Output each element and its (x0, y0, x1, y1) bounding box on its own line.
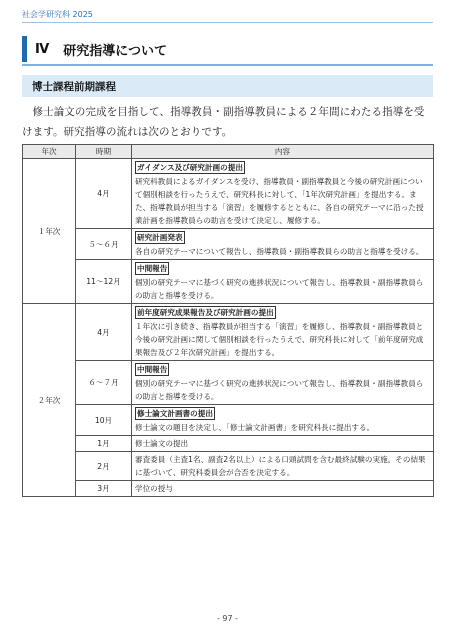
content-cell (132, 159, 434, 229)
item-description: 審査委員（主査1名、副査2名以上）による口頭試問を含む最終試験の実施。その結果に基づいて、研究科委員会が合否を決定する。 (135, 455, 426, 477)
item-description: １年次に引き続き、指導教員が担当する「演習」を履修し、指導教員・副指導教員と今後の研究計画に関して個別相談を行ったうえで、研究科長に対して「前年度研究成果報告及び２年次研究計画」を提出する。 (135, 322, 424, 357)
table-header-row (23, 145, 434, 159)
period-cell: 11～12月 (76, 260, 132, 304)
page-number: - 97 - (216, 614, 239, 623)
table-row (23, 159, 434, 229)
item-description: 修士論文の提出 (135, 439, 189, 448)
item-title: 前年度研究成果報告及び研究計画の提出 (137, 308, 274, 317)
header-year: 年次 (23, 145, 76, 159)
item-title: 修士論文計画書の提出 (137, 409, 213, 418)
table-row (23, 452, 434, 481)
header-content: 内容 (132, 145, 434, 159)
table-row (23, 229, 434, 260)
period-cell: 2月 (76, 452, 132, 481)
header-period: 時期 (76, 145, 132, 159)
period-cell: 4月 (76, 159, 132, 229)
period-cell: 3月 (76, 481, 132, 497)
period-cell: 1月 (76, 436, 132, 452)
schedule-table (22, 144, 434, 497)
item-title: ガイダンス及び研究計画の提出 (137, 163, 243, 172)
header-divider (22, 22, 433, 23)
content-cell (132, 436, 434, 452)
intro-paragraph: 修士論文の完成を目指して、指導教員・副指導教員による２年間にわたる指導を受けます。研究指導の流れは次のとおりです。 (22, 106, 425, 138)
section-title (22, 36, 433, 62)
table-row (23, 481, 434, 497)
item-description: 各自の研究テーマについて報告し、指導教員・副指導教員らの助言と指導を受ける。 (135, 247, 424, 256)
period-cell: ５～６月 (76, 229, 132, 260)
content-cell (132, 304, 434, 361)
table-row (23, 436, 434, 452)
content-cell (132, 260, 434, 304)
content-cell (132, 361, 434, 405)
item-title: 研究計画発表 (137, 233, 183, 242)
content-cell (132, 229, 434, 260)
item-title: 中間報告 (137, 365, 168, 374)
content-cell (132, 405, 434, 436)
table-row (23, 304, 434, 361)
table-row (23, 361, 434, 405)
content-cell (132, 481, 434, 497)
item-title: 中間報告 (137, 264, 168, 273)
item-description: 学位の授与 (135, 484, 173, 493)
year-cell-2: ２年次 (23, 304, 76, 497)
section-number: Ⅳ (35, 41, 50, 57)
item-description: 研究科教員によるガイダンスを受け、指導教員・副指導教員と今後の研究計画について個別相談を行ったうえで、研究科長に対して、「1年次研究計画」を提出する。また、指導教員が担当する「演習」を履修するとともに、各自の研究テーマに沿った授業計画を指導教員らの助言を受けて決定し、履修する。 (135, 177, 424, 225)
subsection-title: 博士課程前期課程 (22, 75, 433, 97)
item-description: 個別の研究テーマに基づく研究の進捗状況について報告し、指導教員・副指導教員らの助言と指導を受ける。 (135, 278, 424, 300)
period-cell: 4月 (76, 304, 132, 361)
running-header: 社会学研究科 2025 (22, 10, 93, 19)
section-divider (22, 64, 433, 66)
content-cell (132, 452, 434, 481)
table-row (23, 405, 434, 436)
item-description: 修士論文の題目を決定し、「修士論文計画書」を研究科長に提出する。 (135, 423, 375, 432)
year-cell-1: １年次 (23, 159, 76, 304)
period-cell: 10月 (76, 405, 132, 436)
period-cell: ６～７月 (76, 361, 132, 405)
table-row (23, 260, 434, 304)
section-title-text: 研究指導について (63, 43, 168, 59)
item-description: 個別の研究テーマに基づく研究の進捗状況について報告し、指導教員・副指導教員らの助言と指導を受ける。 (135, 379, 424, 401)
